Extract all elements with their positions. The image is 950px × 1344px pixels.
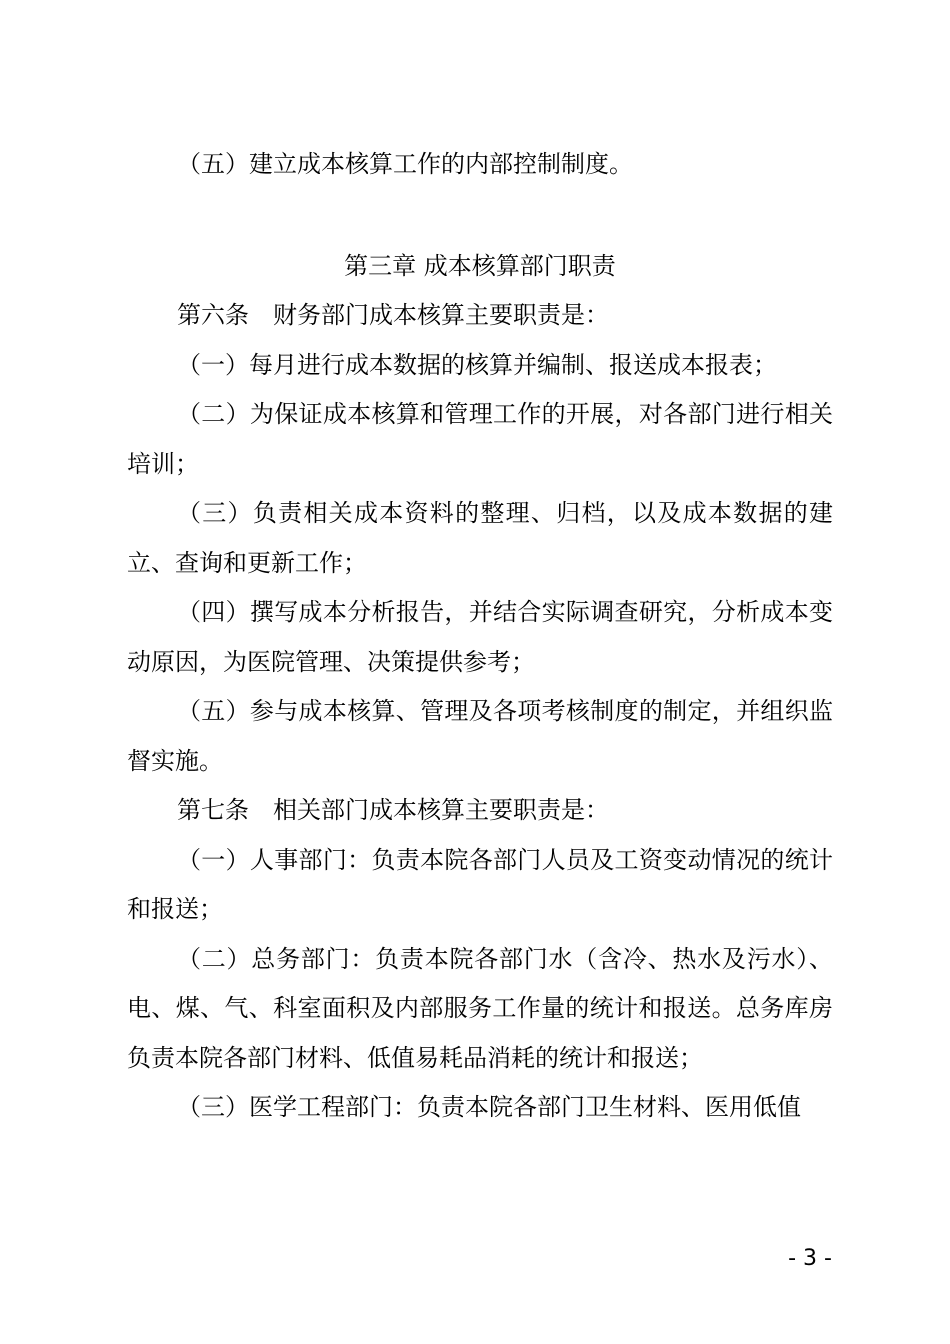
- article-six-heading: 第六条 财务部门成本核算主要职责是：: [177, 301, 609, 329]
- article-seven-item-2: （二）总务部门：负责本院各部门水（含冷、热水及污水）、电、煤、气、科室面积及内部服务工作量的统计和报送。总务库房负责本院各部门材料、低值易耗品消耗的统计和报送；: [127, 944, 833, 1072]
- page-number: - 3 -: [788, 1246, 832, 1271]
- article-seven-heading: 第七条 相关部门成本核算主要职责是：: [177, 796, 609, 824]
- article-six-item-5: （五）参与成本核算、管理及各项考核制度的制定，并组织监督实施。: [127, 697, 833, 775]
- document-body: [127, 140, 833, 1133]
- chapter-heading: 第三章 成本核算部门职责: [344, 251, 616, 280]
- article-seven-item-1: （一）人事部门：负责本院各部门人员及工资变动情况的统计和报送；: [127, 845, 833, 923]
- paragraph-internal-control: （五）建立成本核算工作的内部控制制度。: [177, 150, 633, 178]
- article-six-item-4: （四）撰写成本分析报告，并结合实际调查研究，分析成本变动原因，为医院管理、决策提供参考；: [127, 598, 833, 676]
- article-six-item-3: （三）负责相关成本资料的整理、归档，以及成本数据的建立、查询和更新工作；: [127, 499, 833, 577]
- article-six-item-1: （一）每月进行成本数据的核算并编制、报送成本报表；: [177, 350, 777, 379]
- article-six-item-2: （二）为保证成本核算和管理工作的开展，对各部门进行相关培训；: [127, 400, 833, 478]
- article-seven-item-3: （三）医学工程部门：负责本院各部门卫生材料、医用低值: [177, 1093, 801, 1121]
